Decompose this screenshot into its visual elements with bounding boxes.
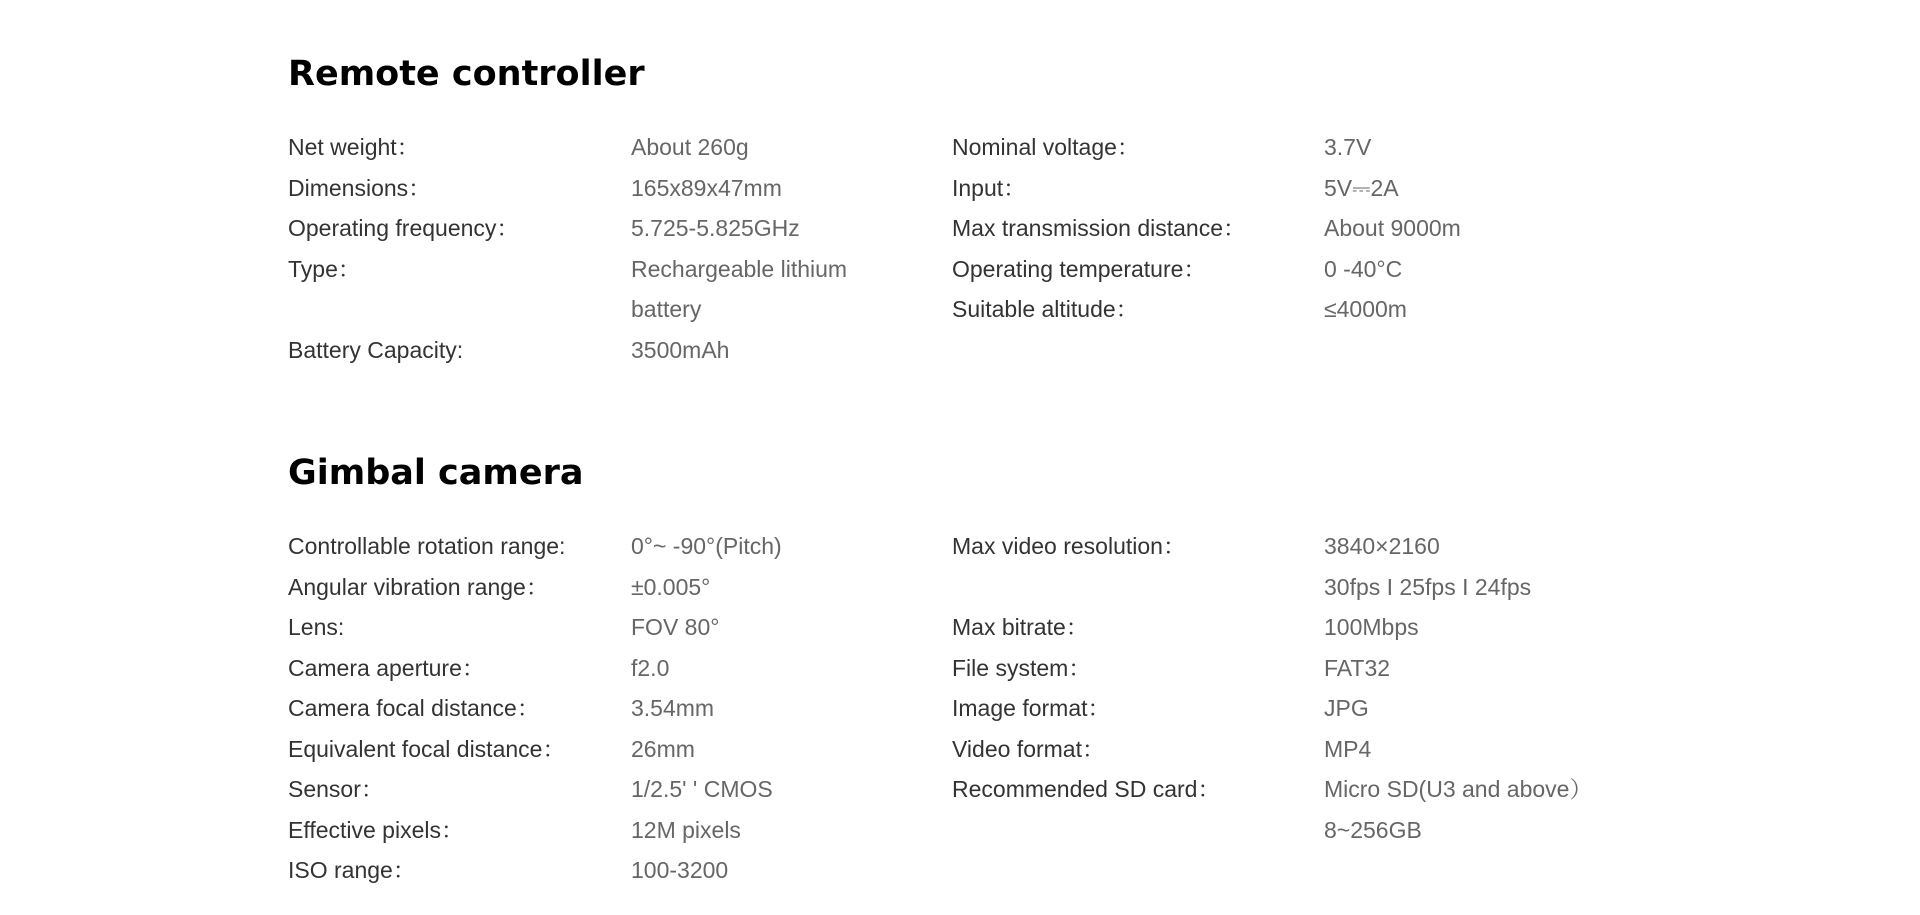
spec-value (1324, 208, 1644, 249)
spec-label: Angular vibration range： (288, 573, 549, 600)
spec-label: Recommended SD card： (952, 776, 1221, 802)
spec-value-line: battery (631, 296, 702, 322)
spec-value (1324, 168, 1644, 209)
spec-value-line: 12M pixels (631, 816, 741, 843)
spec-value-line: 8~256GB (1324, 816, 1422, 843)
spec-value-line: About 260g (631, 134, 749, 160)
spec-label: Effective pixels： (288, 816, 464, 843)
spec-value-line: MP4 (1324, 735, 1372, 762)
spec-label: Operating frequency： (288, 215, 520, 241)
spec-label: Net weight： (288, 134, 420, 160)
spec-value (631, 127, 881, 168)
spec-value (1324, 688, 1644, 729)
spec-value-line: 3.54mm (631, 695, 715, 721)
spec-value-line: ±0.005° (631, 573, 711, 600)
spec-label: Camera aperture： (288, 654, 485, 681)
spec-value-line: 165x89x47mm (631, 174, 782, 201)
spec-value (1324, 769, 1644, 850)
spec-label: Max bitrate： (952, 614, 1089, 640)
spec-value-line: 5V⎓2A (1324, 174, 1399, 201)
spec-value-line: 5.725-5.825GHz (631, 215, 800, 241)
spec-value (631, 168, 881, 209)
spec-value (631, 208, 881, 249)
spec-value (631, 330, 881, 371)
spec-value (631, 567, 881, 608)
spec-value (1324, 289, 1644, 330)
spec-value (631, 526, 881, 567)
spec-label: Max video resolution： (952, 533, 1186, 559)
spec-value (1324, 526, 1644, 607)
spec-label: Suitable altitude： (952, 296, 1139, 322)
spec-value-line: f2.0 (631, 654, 670, 681)
remote-controller-title: Remote controller (288, 54, 645, 94)
spec-label: Nominal voltage： (952, 134, 1140, 160)
spec-label: Type： (288, 255, 361, 282)
spec-value-line: 0°~ -90°(Pitch) (631, 533, 782, 559)
spec-value-line: ≤4000m (1324, 296, 1407, 322)
spec-label: Input： (952, 174, 1027, 201)
spec-label: Video format： (952, 735, 1105, 762)
spec-value-line: 30fps I 25fps I 24fps (1324, 573, 1532, 600)
spec-value-line: 100Mbps (1324, 614, 1419, 640)
spec-value-line: FAT32 (1324, 654, 1391, 681)
gimbal-camera-title: Gimbal camera (288, 453, 584, 493)
spec-value-line: 3500mAh (631, 336, 730, 363)
spec-value-line: 26mm (631, 735, 695, 762)
spec-label: Dimensions： (288, 174, 432, 201)
spec-value-line: 100-3200 (631, 857, 729, 883)
spec-label: Lens: (288, 614, 345, 640)
spec-label: Battery Capacity: (288, 336, 464, 363)
spec-value-line: JPG (1324, 695, 1369, 721)
spec-value-line: About 9000m (1324, 215, 1461, 241)
remote-controller-section (288, 54, 1668, 363)
spec-value (631, 249, 881, 330)
spec-value (1324, 607, 1644, 648)
spec-label: Operating temperature： (952, 255, 1207, 282)
spec-value (1324, 249, 1644, 290)
spec-value (631, 769, 881, 810)
gimbal-camera-section (288, 453, 1668, 883)
spec-value (631, 607, 881, 648)
spec-value-line: 1/2.5' ' CMOS (631, 776, 773, 802)
spec-value (631, 688, 881, 729)
spec-value-line: FOV 80° (631, 614, 720, 640)
spec-value (631, 729, 881, 770)
spec-label: Sensor： (288, 776, 384, 802)
spec-value-line: 3840×2160 (1324, 533, 1440, 559)
spec-value (631, 810, 881, 851)
spec-label: File system： (952, 654, 1092, 681)
spec-value (1324, 648, 1644, 689)
spec-value (1324, 729, 1644, 770)
spec-label: ISO range： (288, 857, 416, 883)
spec-label: Controllable rotation range: (288, 533, 566, 559)
spec-value-line: 0 -40°C (1324, 255, 1403, 282)
spec-value-line: Micro SD(U3 and above） (1324, 776, 1593, 802)
spec-value-line: 3.7V (1324, 134, 1372, 160)
spec-label: Image format： (952, 695, 1111, 721)
spec-label: Camera focal distance： (288, 695, 540, 721)
spec-label: Equivalent focal distance： (288, 735, 566, 762)
spec-value (631, 850, 881, 891)
spec-value-line: Rechargeable lithium (631, 255, 848, 282)
spec-label: Max transmission distance： (952, 215, 1246, 241)
spec-value (631, 648, 881, 689)
spec-value (1324, 127, 1644, 168)
